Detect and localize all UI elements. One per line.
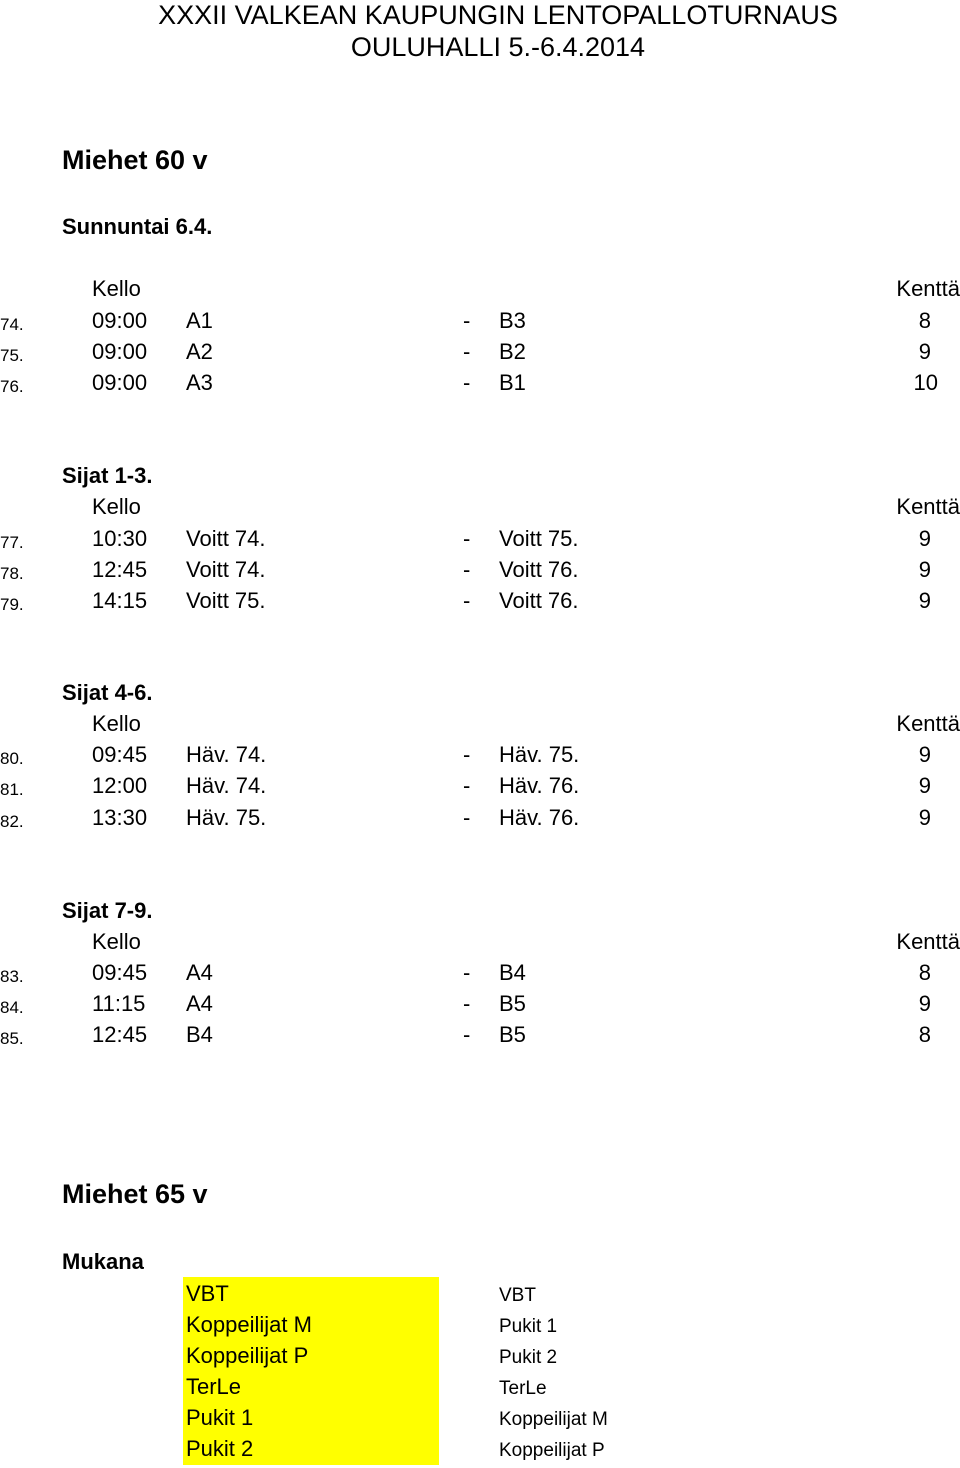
match-away: Voitt 75. xyxy=(499,526,579,551)
match-home: A2 xyxy=(186,339,213,364)
tournament-venue-date: OULUHALLI 5.-6.4.2014 xyxy=(350,32,646,62)
match-home: Häv. 75. xyxy=(186,805,267,830)
match-time: 14:15 xyxy=(92,588,148,613)
col-header-court: Kenttä xyxy=(896,929,960,954)
match-number: 74. xyxy=(0,315,24,334)
match-number: 80. xyxy=(0,749,24,768)
match-time: 09:00 xyxy=(92,308,148,333)
match-time: 09:00 xyxy=(92,370,148,395)
match-court: 8 xyxy=(918,960,931,985)
team-highlighted: Koppeilijat M xyxy=(186,1312,312,1337)
match-row xyxy=(0,370,960,398)
match-dash: - xyxy=(463,742,471,767)
match-home: B4 xyxy=(186,1022,213,1047)
match-time: 12:45 xyxy=(92,1022,148,1047)
col-header-time: Kello xyxy=(92,276,141,301)
team-ranked: TerLe xyxy=(499,1378,547,1399)
match-court: 8 xyxy=(918,308,931,333)
match-row xyxy=(0,1022,960,1050)
match-court: 10 xyxy=(913,370,938,395)
match-away: B3 xyxy=(499,308,526,333)
match-number: 84. xyxy=(0,998,24,1017)
match-home: A4 xyxy=(186,960,213,985)
team-highlighted: Pukit 1 xyxy=(186,1405,254,1430)
match-row xyxy=(0,557,960,585)
match-away: B4 xyxy=(499,960,526,985)
match-time: 12:00 xyxy=(92,773,148,798)
match-time: 09:00 xyxy=(92,339,148,364)
match-number: 77. xyxy=(0,533,24,552)
match-number: 81. xyxy=(0,780,24,799)
match-row xyxy=(0,773,960,801)
team-ranked: VBT xyxy=(499,1285,536,1306)
match-home: Voitt 74. xyxy=(186,526,266,551)
match-time: 13:30 xyxy=(92,805,148,830)
match-number: 78. xyxy=(0,564,24,583)
tournament-title: XXXII VALKEAN KAUPUNGIN LENTOPALLOTURNAUS xyxy=(158,0,838,30)
group-label-places-7-9: Sijat 7-9. xyxy=(62,898,153,923)
match-away: B1 xyxy=(499,370,526,395)
group-label-places-1-3: Sijat 1-3. xyxy=(62,463,153,488)
col-header-time: Kello xyxy=(92,929,141,954)
match-away: Häv. 76. xyxy=(499,773,580,798)
match-away: Voitt 76. xyxy=(499,588,579,613)
match-row xyxy=(0,742,960,770)
match-dash: - xyxy=(463,773,471,798)
match-dash: - xyxy=(463,588,471,613)
team-ranked: Koppeilijat P xyxy=(499,1440,605,1461)
match-time: 12:45 xyxy=(92,557,148,582)
match-home: Voitt 74. xyxy=(186,557,266,582)
match-court: 9 xyxy=(918,588,931,613)
match-away: Häv. 76. xyxy=(499,805,580,830)
col-header-time: Kello xyxy=(92,711,141,736)
col-header-court: Kenttä xyxy=(896,276,960,301)
match-time: 10:30 xyxy=(92,526,148,551)
match-number: 79. xyxy=(0,595,24,614)
match-home: A1 xyxy=(186,308,213,333)
match-dash: - xyxy=(463,1022,471,1047)
match-dash: - xyxy=(463,370,471,395)
match-home: Häv. 74. xyxy=(186,773,267,798)
match-away: Häv. 75. xyxy=(499,742,580,767)
match-row xyxy=(0,339,960,367)
match-row xyxy=(0,308,960,336)
match-row xyxy=(0,805,960,833)
day-label: Sunnuntai 6.4. xyxy=(62,214,213,239)
match-row xyxy=(0,526,960,554)
col-header-court: Kenttä xyxy=(896,711,960,736)
team-highlighted: VBT xyxy=(186,1281,229,1306)
team-highlighted: Pukit 2 xyxy=(186,1436,254,1461)
match-row xyxy=(0,960,960,988)
match-dash: - xyxy=(463,991,471,1016)
match-row xyxy=(0,588,960,616)
group-label-places-4-6: Sijat 4-6. xyxy=(62,680,153,705)
match-court: 9 xyxy=(918,773,931,798)
col-header-time: Kello xyxy=(92,494,141,519)
match-away: B5 xyxy=(499,1022,526,1047)
match-time: 09:45 xyxy=(92,742,148,767)
match-home: Voitt 75. xyxy=(186,588,266,613)
match-court: 9 xyxy=(918,742,931,767)
match-court: 9 xyxy=(918,805,931,830)
team-ranked: Koppeilijat M xyxy=(499,1409,608,1430)
match-time: 09:45 xyxy=(92,960,148,985)
team-highlighted: Koppeilijat P xyxy=(186,1343,309,1368)
match-time: 11:15 xyxy=(92,991,146,1016)
match-dash: - xyxy=(463,960,471,985)
match-dash: - xyxy=(463,557,471,582)
match-court: 9 xyxy=(918,339,931,364)
match-dash: - xyxy=(463,526,471,551)
match-row xyxy=(0,991,960,1019)
match-home: Häv. 74. xyxy=(186,742,267,767)
team-highlighted: TerLe xyxy=(186,1374,242,1399)
participants-label: Mukana xyxy=(62,1249,144,1274)
match-court: 8 xyxy=(918,1022,931,1047)
team-ranked: Pukit 1 xyxy=(499,1316,558,1337)
match-away: B2 xyxy=(499,339,526,364)
match-court: 9 xyxy=(918,526,931,551)
match-dash: - xyxy=(463,308,471,333)
match-dash: - xyxy=(463,805,471,830)
match-number: 85. xyxy=(0,1029,24,1048)
match-home: A3 xyxy=(186,370,213,395)
match-away: B5 xyxy=(499,991,526,1016)
match-court: 9 xyxy=(918,557,931,582)
col-header-court: Kenttä xyxy=(896,494,960,519)
section-title-men-65: Miehet 65 v xyxy=(62,1179,208,1209)
match-court: 9 xyxy=(918,991,931,1016)
match-home: A4 xyxy=(186,991,213,1016)
match-number: 82. xyxy=(0,812,24,831)
team-ranked: Pukit 2 xyxy=(499,1347,558,1368)
match-number: 83. xyxy=(0,967,24,986)
section-title-men-60: Miehet 60 v xyxy=(62,145,208,175)
match-dash: - xyxy=(463,339,471,364)
match-number: 75. xyxy=(0,346,24,365)
match-away: Voitt 76. xyxy=(499,557,579,582)
match-number: 76. xyxy=(0,377,24,396)
